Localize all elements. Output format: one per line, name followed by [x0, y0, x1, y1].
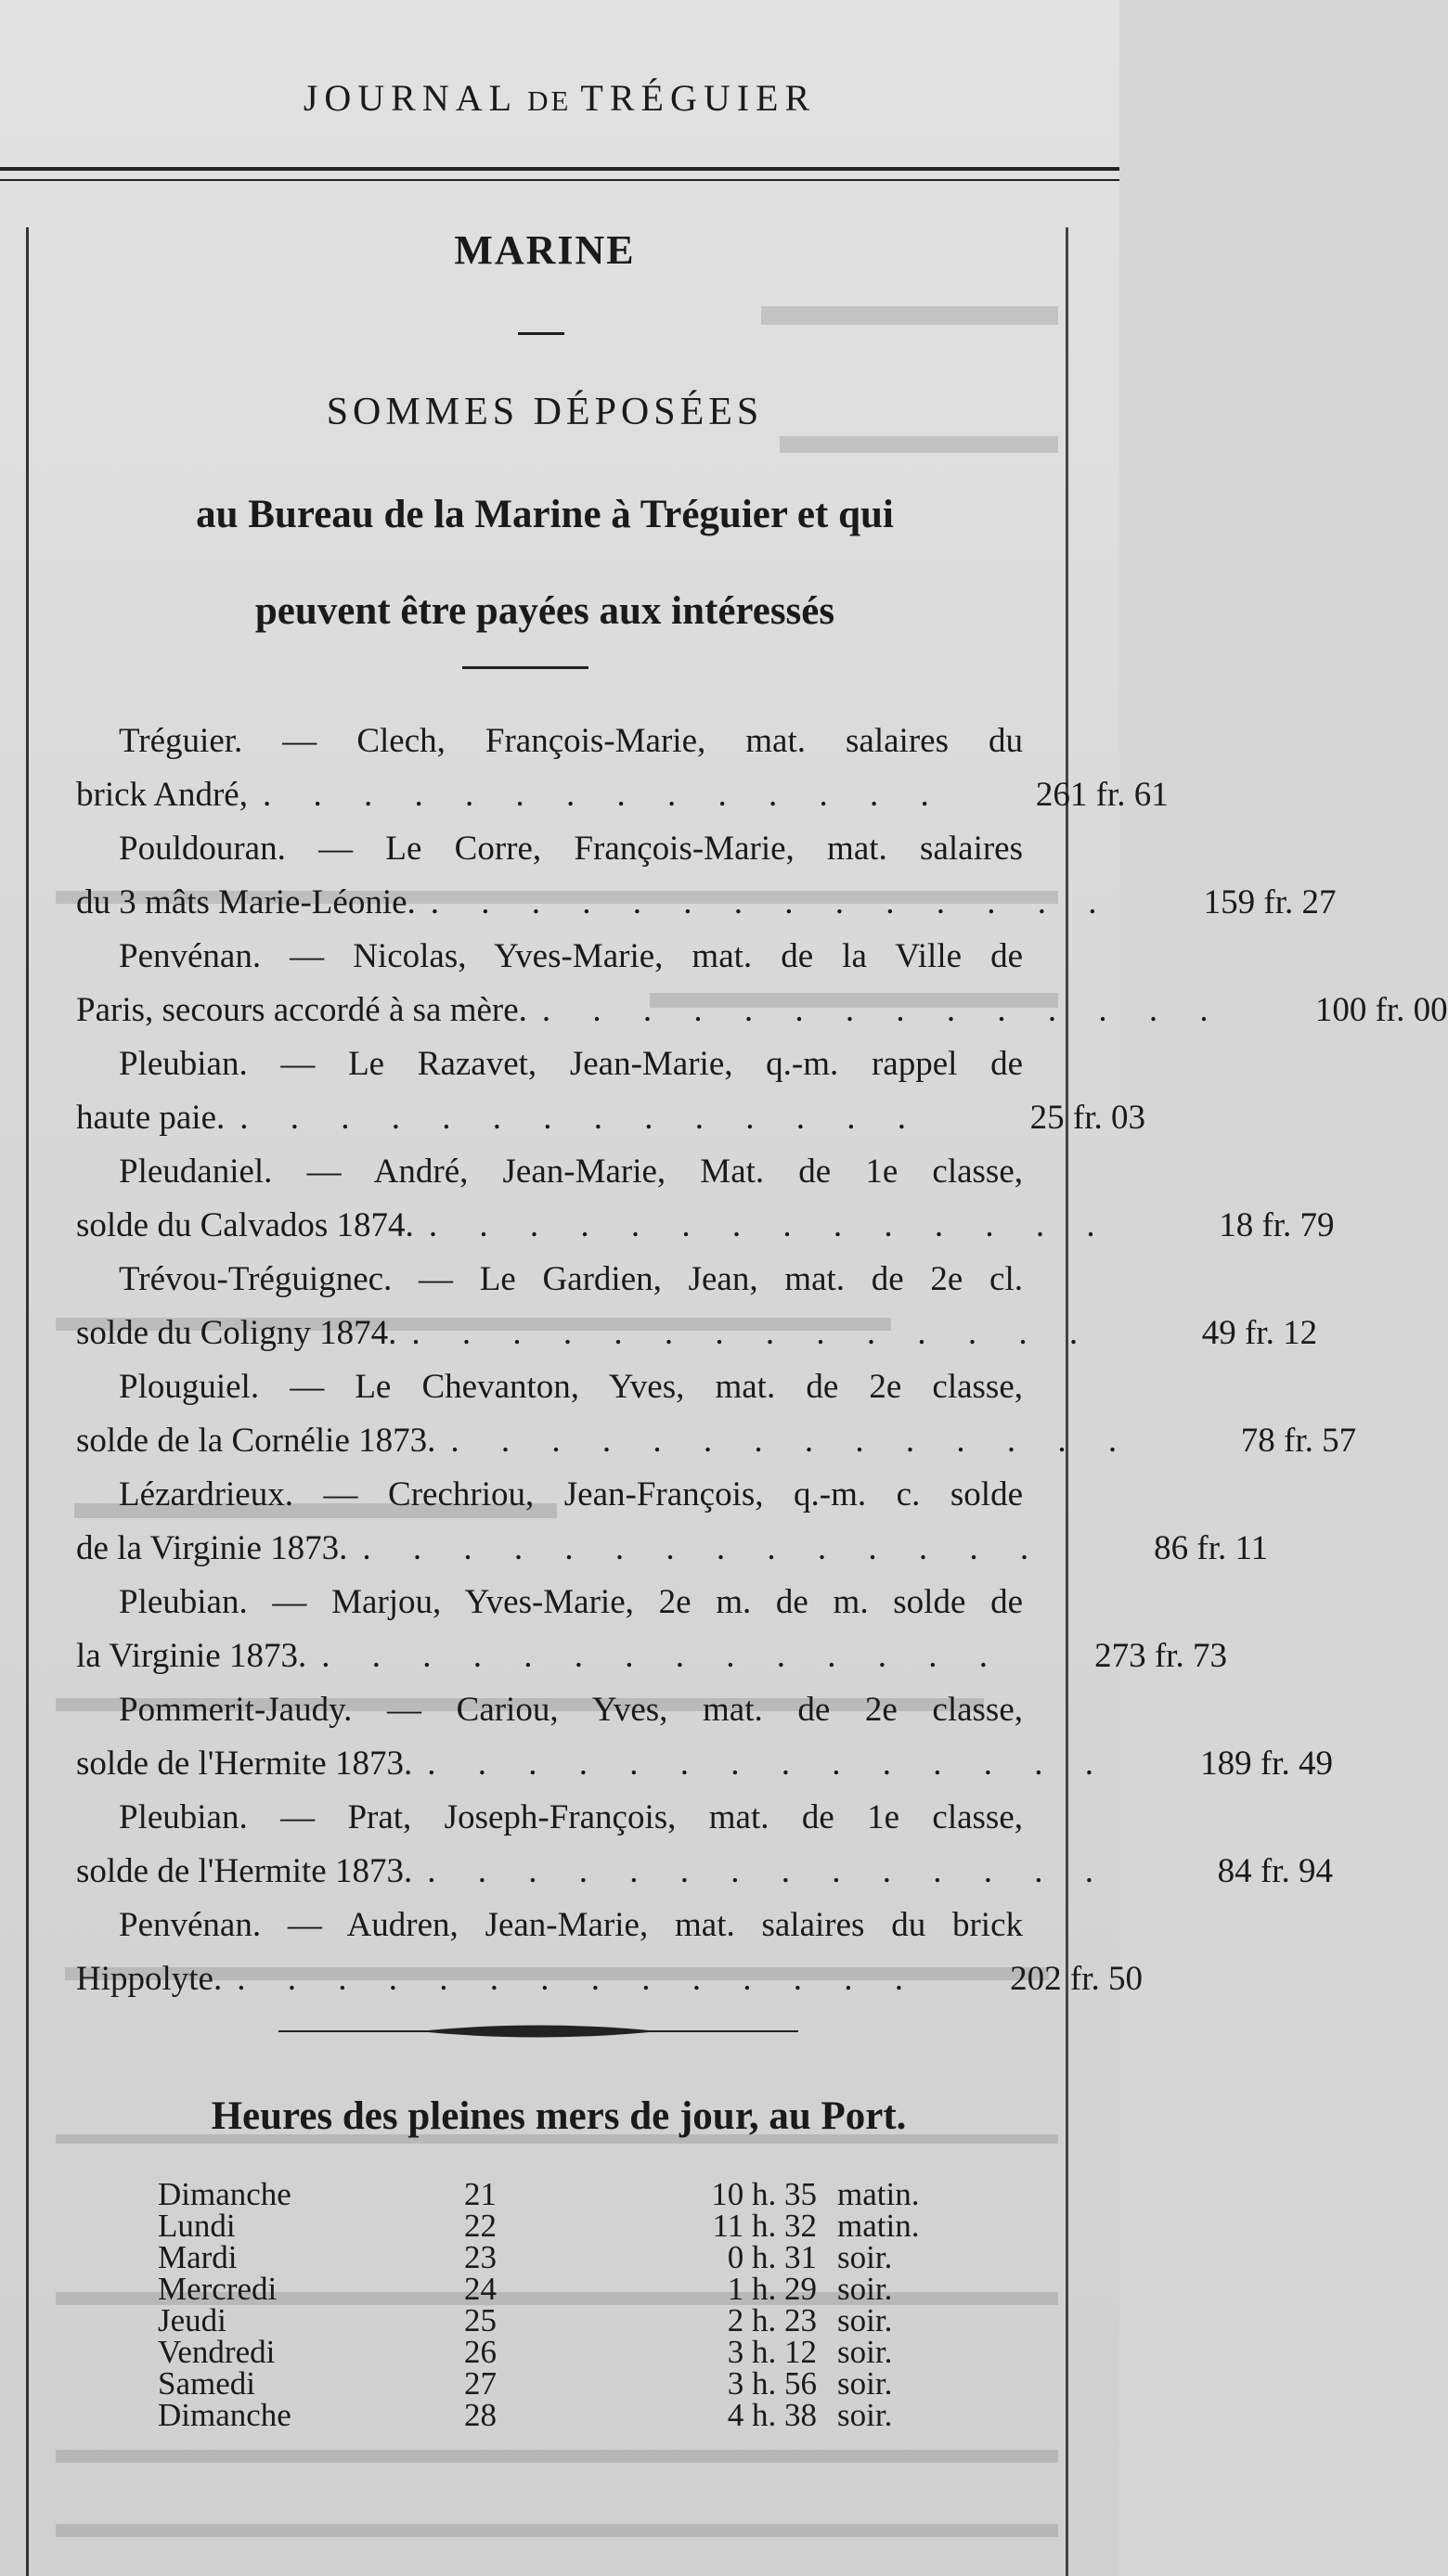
tide-date: 28 — [464, 2397, 497, 2433]
entry-amount: 86 fr. 11 — [1154, 1529, 1269, 1567]
deposit-entry — [76, 715, 1169, 822]
tide-period: matin. — [837, 2176, 920, 2212]
tide-day: Dimanche — [158, 2397, 291, 2433]
leader-dots: . . . . . . . . . . . . . . — [237, 1960, 920, 1998]
leader-dots: . . . . . . . . . . . . . . — [427, 1745, 1110, 1783]
entry-amount: 100 fr. 00 — [1314, 991, 1448, 1029]
deposit-entry — [76, 1683, 1333, 1791]
tide-period: soir. — [837, 2365, 893, 2402]
entry-amount: 84 fr. 94 — [1217, 1852, 1333, 1890]
tide-period: matin. — [837, 2208, 920, 2244]
entry-amount: 273 fr. 73 — [1094, 1637, 1227, 1675]
entry-amount: 78 fr. 57 — [1240, 1422, 1357, 1460]
tide-row — [158, 2210, 986, 2242]
tide-day: Vendredi — [158, 2334, 276, 2370]
section-ornament — [278, 2017, 798, 2045]
heading-peuvent: peuvent être payées aux intéressés — [254, 589, 835, 633]
leader-dots: . . . . . . . . . . . . . . — [321, 1637, 1004, 1675]
entry-line-2: la Virginie 1873. — [76, 1637, 307, 1675]
leader-dots: . . . . . . . . . . . . . . — [262, 776, 946, 814]
tide-date: 27 — [464, 2365, 497, 2402]
masthead-treguier: TRÉGUIER — [580, 77, 817, 119]
entry-line-2: Hippolyte. — [76, 1960, 223, 1998]
tide-period: soir. — [837, 2302, 893, 2338]
leader-dots: . . . . . . . . . . . . . . — [430, 883, 1114, 921]
tide-period: soir. — [837, 2397, 893, 2433]
entry-line-1: Lézardrieux. — Crechriou, Jean-François, q.-m. c. solde — [119, 1475, 1023, 1513]
tide-row — [158, 2176, 986, 2212]
tide-time: 3 h. 12 — [727, 2334, 817, 2370]
tide-date: 22 — [464, 2208, 497, 2244]
tide-period: soir. — [837, 2271, 893, 2307]
entry-amount: 18 fr. 79 — [1219, 1206, 1335, 1244]
masthead-double-rule — [0, 167, 1119, 181]
entry-line-2: solde du Coligny 1874. — [76, 1314, 397, 1352]
tide-row — [158, 2239, 986, 2275]
entry-line-2: solde de la Cornélie 1873. — [76, 1422, 436, 1460]
tide-time: 4 h. 38 — [727, 2397, 817, 2433]
deposit-entry — [76, 1037, 1145, 1145]
entry-line-1: Pleubian. — Marjou, Yves-Marie, 2e m. de m. solde de — [119, 1583, 1023, 1621]
entry-line-2: solde de l'Hermite 1873. — [76, 1745, 413, 1783]
tide-time: 3 h. 56 — [727, 2365, 817, 2402]
entry-line-1: Penvénan. — Audren, Jean-Marie, mat. salaires du brick — [119, 1906, 1023, 1944]
leader-dots: . . . . . . . . . . . . . . — [411, 1314, 1095, 1352]
entry-line-1: Pleubian. — Le Razavet, Jean-Marie, q.-m. rappel de — [119, 1045, 1023, 1083]
entry-line-2: Paris, secours accordé à sa mère. — [76, 991, 527, 1029]
tide-time: 11 h. 32 — [712, 2208, 817, 2244]
tide-period: soir. — [837, 2239, 893, 2275]
deposit-entry — [76, 1576, 1227, 1683]
tide-date: 21 — [464, 2176, 497, 2212]
tide-time: 1 h. 29 — [727, 2271, 817, 2307]
entry-line-1: Tréguier. — Clech, François-Marie, mat. salaires du — [119, 722, 1023, 760]
entry-line-2: solde du Calvados 1874. — [76, 1206, 414, 1244]
tide-row — [158, 2302, 986, 2338]
deposit-entry — [76, 930, 1448, 1037]
title-dash — [518, 332, 564, 335]
entry-amount: 49 fr. 12 — [1201, 1314, 1318, 1352]
deposit-entry — [76, 1468, 1269, 1576]
heading-sommes-deposees: SOMMES DÉPOSÉES — [326, 391, 764, 433]
entry-amount: 159 fr. 27 — [1203, 883, 1337, 921]
column-rule-right — [1066, 227, 1068, 2576]
leader-dots: . . . . . . . . . . . . . . — [428, 1206, 1112, 1244]
entry-line-1: Penvénan. — Nicolas, Yves-Marie, mat. de la Ville de — [119, 937, 1023, 975]
leader-dots: . . . . . . . . . . . . . . — [362, 1529, 1046, 1567]
entry-line-1: Pleubian. — Prat, Joseph-François, mat. de 1e classe, — [119, 1798, 1023, 1836]
tide-day: Mercredi — [158, 2271, 278, 2307]
entry-line-1: Pleudaniel. — André, Jean-Marie, Mat. de 1e classe, — [119, 1153, 1023, 1191]
masthead-de: DE — [527, 84, 572, 117]
deposit-entry — [76, 1253, 1318, 1360]
entry-line-1: Pommerit-Jaudy. — Cariou, Yves, mat. de 2e classe, — [119, 1691, 1023, 1729]
entry-line-1: Plouguiel. — Le Chevanton, Yves, mat. de 2e classe, — [119, 1368, 1023, 1406]
leader-dots: . . . . . . . . . . . . . . — [541, 991, 1225, 1029]
entry-amount: 202 fr. 50 — [1010, 1960, 1143, 1998]
entry-line-2: brick André, — [76, 776, 248, 814]
tide-date: 26 — [464, 2334, 497, 2370]
entry-line-2: solde de l'Hermite 1873. — [76, 1852, 413, 1890]
tide-period: soir. — [837, 2334, 893, 2370]
tide-day: Samedi — [158, 2365, 255, 2402]
entry-amount: 25 fr. 03 — [1029, 1099, 1145, 1137]
entry-line-1: Pouldouran. — Le Corre, François-Marie, mat. salaires — [119, 830, 1023, 868]
tide-row — [158, 2397, 986, 2433]
tide-table — [158, 2176, 986, 2433]
entry-amount: 261 fr. 61 — [1035, 776, 1169, 814]
tide-time: 10 h. 35 — [711, 2176, 817, 2212]
heading-rule — [462, 666, 588, 669]
tide-row — [158, 2334, 986, 2370]
entry-amount: 189 fr. 49 — [1200, 1745, 1333, 1783]
deposit-entry — [76, 1791, 1333, 1899]
leader-dots: . . . . . . . . . . . . . . — [427, 1852, 1110, 1890]
tide-date: 24 — [464, 2271, 497, 2307]
entry-line-2: haute paie. — [76, 1099, 226, 1137]
deposit-entry — [76, 1899, 1143, 2006]
tide-time: 0 h. 31 — [727, 2239, 817, 2275]
column-rule-left — [26, 227, 29, 2576]
tide-time: 2 h. 23 — [727, 2302, 817, 2338]
masthead-journal: JOURNAL — [303, 77, 519, 119]
tide-day: Mardi — [158, 2239, 238, 2275]
tide-row — [158, 2273, 986, 2305]
heading-bureau: au Bureau de la Marine à Tréguier et qui — [196, 493, 894, 536]
deposit-entry — [76, 1360, 1357, 1468]
tide-date: 23 — [464, 2239, 497, 2275]
tide-row — [158, 2365, 986, 2402]
deposit-entry — [76, 822, 1337, 930]
masthead — [0, 76, 1119, 120]
tide-date: 25 — [464, 2302, 497, 2338]
heading-tides: Heures des pleines mers de jour, au Port. — [211, 2094, 907, 2138]
deposit-entry — [76, 1145, 1335, 1253]
entry-line-2: du 3 mâts Marie-Léonie. — [76, 883, 416, 921]
tide-day: Dimanche — [158, 2176, 291, 2212]
tide-day: Lundi — [158, 2208, 236, 2244]
entry-line-2: de la Virginie 1873. — [76, 1529, 348, 1567]
section-title: MARINE — [454, 227, 636, 273]
leader-dots: . . . . . . . . . . . . . . — [239, 1099, 923, 1137]
tide-day: Jeudi — [158, 2302, 226, 2338]
entry-line-1: Trévou-Tréguignec. — Le Gardien, Jean, mat. de 2e cl. — [119, 1260, 1023, 1298]
leader-dots: . . . . . . . . . . . . . . — [450, 1422, 1134, 1460]
